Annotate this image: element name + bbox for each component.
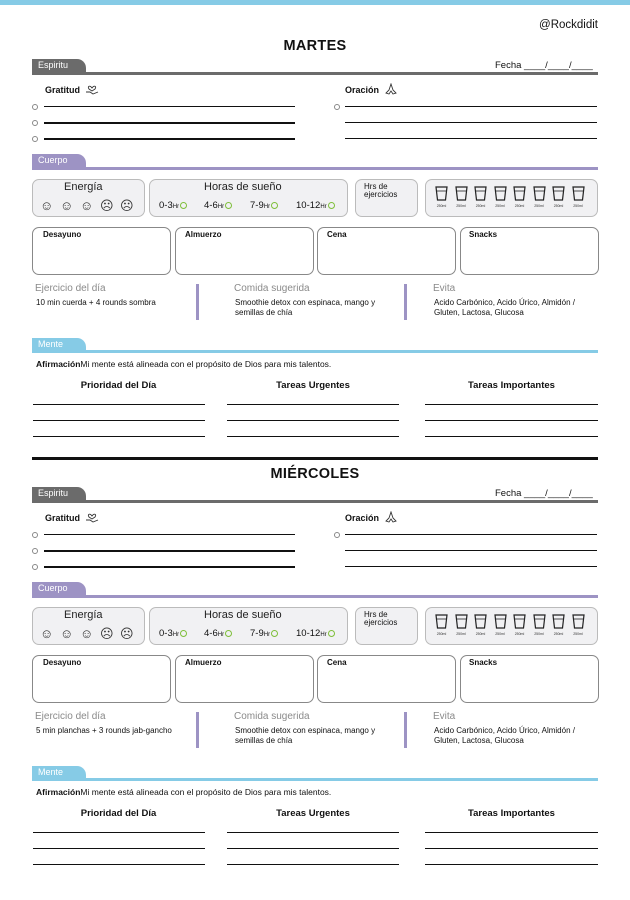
date-field[interactable]: Fecha ____/____/____ xyxy=(495,60,593,71)
heart-hand-icon xyxy=(85,511,99,523)
praying-hands-icon xyxy=(384,511,398,523)
water-glass-icon[interactable] xyxy=(435,186,448,201)
face-icon[interactable]: ☺ xyxy=(40,626,54,641)
face-icon[interactable]: ☺ xyxy=(80,626,94,641)
water-glass-icon[interactable] xyxy=(552,186,565,201)
sleep-radio[interactable] xyxy=(180,630,187,637)
sleep-radio[interactable] xyxy=(271,630,278,637)
desayuno-label: Desayuno xyxy=(43,230,82,239)
sleep-option-7-9[interactable]: 7-9Hr xyxy=(250,200,278,211)
urgent-line[interactable] xyxy=(227,864,399,865)
important-line[interactable] xyxy=(425,404,598,405)
comida-title: Comida sugerida xyxy=(234,283,310,294)
importantes-title: Tareas Importantes xyxy=(468,380,555,391)
water-glass-label: 250ml xyxy=(534,632,544,636)
evita-text: Acido Carbónico, Acido Úrico, Almidón / Gluten, Lactosa, Glucosa xyxy=(434,298,575,317)
oracion-label: Oración xyxy=(345,511,398,523)
bullet xyxy=(334,532,340,538)
date-field[interactable]: Fecha ____/____/____ xyxy=(495,488,593,499)
day-title: MARTES xyxy=(283,38,347,54)
oracion-line-1[interactable] xyxy=(345,534,597,535)
gratitud-line-3[interactable] xyxy=(44,138,295,140)
day-title: MIÉRCOLES xyxy=(270,466,360,482)
water-glass-icon[interactable] xyxy=(455,614,468,629)
bullet xyxy=(32,564,38,570)
sleep-option-10-12[interactable]: 10-12Hr xyxy=(296,200,335,211)
section-rule xyxy=(32,778,598,781)
priority-line[interactable] xyxy=(33,404,205,405)
bullet xyxy=(334,104,340,110)
oracion-line-3[interactable] xyxy=(345,138,597,139)
author-handle: @Rockdidit xyxy=(539,19,598,31)
heart-hand-icon xyxy=(85,83,99,95)
comida-title: Comida sugerida xyxy=(234,711,310,722)
face-icon[interactable]: ☹ xyxy=(120,626,134,641)
water-glass-icon[interactable] xyxy=(533,186,546,201)
day-section-1 xyxy=(0,428,630,868)
priority-line[interactable] xyxy=(33,864,205,865)
urgentes-title: Tareas Urgentes xyxy=(276,808,350,819)
sleep-title: Horas de sueño xyxy=(204,181,282,193)
sleep-option-10-12[interactable]: 10-12Hr xyxy=(296,628,335,639)
water-glass-icon[interactable] xyxy=(572,186,585,201)
evita-text: Acido Carbónico, Acido Úrico, Almidón / Gluten, Lactosa, Glucosa xyxy=(434,726,575,745)
water-glass-label: 250ml xyxy=(553,204,564,208)
water-glass-label: 250ml xyxy=(573,632,583,636)
water-glass-label: 250ml xyxy=(475,632,486,636)
water-glass-icon[interactable] xyxy=(455,186,468,201)
oracion-label: Oración xyxy=(345,83,398,95)
oracion-line-1[interactable] xyxy=(345,106,597,107)
column-divider xyxy=(404,284,407,320)
water-glass-label: 250ml xyxy=(495,632,505,636)
gratitud-line-1[interactable] xyxy=(44,534,295,535)
priority-line[interactable] xyxy=(33,832,205,833)
water-glass-icon[interactable] xyxy=(552,614,565,629)
sleep-title: Horas de sueño xyxy=(204,609,282,621)
gratitud-line-2[interactable] xyxy=(44,550,295,552)
water-glass-icon[interactable] xyxy=(494,614,507,629)
gratitud-line-2[interactable] xyxy=(44,122,295,124)
gratitud-line-1[interactable] xyxy=(44,106,295,107)
bullet xyxy=(32,532,38,538)
water-glass-icon[interactable] xyxy=(533,614,546,629)
urgentes-title: Tareas Urgentes xyxy=(276,380,350,391)
water-glass-label: 250ml xyxy=(573,204,583,208)
bullet xyxy=(32,104,38,110)
ejercicio-text: 10 min cuerda + 4 rounds sombra xyxy=(36,298,156,307)
water-glass-label: 250ml xyxy=(514,204,525,208)
sleep-option-0-3[interactable]: 0-3Hr xyxy=(159,628,187,639)
section-rule xyxy=(32,72,598,75)
important-line[interactable] xyxy=(425,420,598,421)
section-tab-espiritu: Espiritu xyxy=(32,487,86,500)
water-glass-label: 250ml xyxy=(514,632,525,636)
affirmation: AfirmaciónMi mente está alineada con el propósito de Dios para mis talentos. xyxy=(36,787,332,797)
energy-title: Energía xyxy=(64,181,103,193)
comida-text: Smoothie detox con espinaca, mango y semillas de chía xyxy=(235,726,376,745)
oracion-line-3[interactable] xyxy=(345,566,597,567)
section-rule xyxy=(32,500,598,503)
face-icon[interactable]: ☺ xyxy=(80,198,94,213)
importantes-title: Tareas Importantes xyxy=(468,808,555,819)
water-glass-icon[interactable] xyxy=(474,614,487,629)
affirmation: AfirmaciónMi mente está alineada con el propósito de Dios para mis talentos. xyxy=(36,359,332,369)
sleep-radio[interactable] xyxy=(225,630,232,637)
section-rule xyxy=(32,595,598,598)
urgent-line[interactable] xyxy=(227,420,399,421)
snacks-label: Snacks xyxy=(469,230,498,239)
gratitud-label: Gratitud xyxy=(45,511,99,523)
face-icon[interactable]: ☺ xyxy=(40,198,54,213)
desayuno-label: Desayuno xyxy=(43,658,82,667)
ejercicio-title: Ejercicio del día xyxy=(35,283,106,294)
energy-title: Energía xyxy=(64,609,103,621)
priority-line[interactable] xyxy=(33,848,205,849)
praying-hands-icon xyxy=(384,83,398,95)
bullet xyxy=(32,136,38,142)
water-glass-icon[interactable] xyxy=(474,186,487,201)
exercise-hours-label: Hrs de ejercicios xyxy=(364,610,398,627)
section-tab-cuerpo: Cuerpo xyxy=(32,154,86,167)
urgent-line[interactable] xyxy=(227,848,399,849)
day-section-0 xyxy=(0,0,630,440)
sleep-radio[interactable] xyxy=(271,202,278,209)
water-glass-label: 250ml xyxy=(495,204,505,208)
water-glass-label: 250ml xyxy=(534,204,544,208)
oracion-line-2[interactable] xyxy=(345,122,597,123)
evita-title: Evita xyxy=(433,711,456,722)
sleep-radio[interactable] xyxy=(180,202,187,209)
comida-text: Smoothie detox con espinaca, mango y semillas de chía xyxy=(235,298,376,317)
water-glass-icon[interactable] xyxy=(435,614,448,629)
bullet xyxy=(32,548,38,554)
cena-label: Cena xyxy=(327,658,347,667)
gratitud-label: Gratitud xyxy=(45,83,99,95)
almuerzo-label: Almuerzo xyxy=(185,658,222,667)
water-glass-icon[interactable] xyxy=(513,186,526,201)
section-tab-mente: Mente xyxy=(32,766,86,779)
water-glass-icon[interactable] xyxy=(513,614,526,629)
water-glass-label: 250ml xyxy=(456,632,466,636)
exercise-hours-label: Hrs de ejercicios xyxy=(364,182,398,199)
face-icon[interactable]: ☹ xyxy=(100,626,114,641)
oracion-line-2[interactable] xyxy=(345,550,597,551)
face-icon[interactable]: ☺ xyxy=(60,626,74,641)
sleep-option-4-6[interactable]: 4-6Hr xyxy=(204,200,232,211)
bullet xyxy=(32,120,38,126)
sleep-radio[interactable] xyxy=(225,202,232,209)
face-icon[interactable]: ☹ xyxy=(120,198,134,213)
ejercicio-title: Ejercicio del día xyxy=(35,711,106,722)
ejercicio-text: 5 min planchas + 3 rounds jab-gancho xyxy=(36,726,172,735)
prioridad-title: Prioridad del Día xyxy=(80,380,157,391)
almuerzo-label: Almuerzo xyxy=(185,230,222,239)
water-glass-icon[interactable] xyxy=(572,614,585,629)
water-glass-label: 250ml xyxy=(553,632,564,636)
sleep-radio[interactable] xyxy=(328,202,335,209)
section-rule xyxy=(32,167,598,170)
face-icon[interactable]: ☺ xyxy=(60,198,74,213)
evita-title: Evita xyxy=(433,283,456,294)
day-separator xyxy=(32,457,598,460)
sleep-option-4-6[interactable]: 4-6Hr xyxy=(204,628,232,639)
column-divider xyxy=(196,712,199,748)
water-glass-icon[interactable] xyxy=(494,186,507,201)
column-divider xyxy=(404,712,407,748)
sleep-option-7-9[interactable]: 7-9Hr xyxy=(250,628,278,639)
face-icon[interactable]: ☹ xyxy=(100,198,114,213)
urgent-line[interactable] xyxy=(227,832,399,833)
water-glass-label: 250ml xyxy=(436,632,447,636)
prioridad-title: Prioridad del Día xyxy=(80,808,157,819)
priority-line[interactable] xyxy=(33,420,205,421)
important-line[interactable] xyxy=(425,848,598,849)
snacks-label: Snacks xyxy=(469,658,498,667)
section-tab-espiritu: Espiritu xyxy=(32,59,86,72)
sleep-radio[interactable] xyxy=(328,630,335,637)
column-divider xyxy=(196,284,199,320)
gratitud-line-3[interactable] xyxy=(44,566,295,568)
section-tab-cuerpo: Cuerpo xyxy=(32,582,86,595)
sleep-option-0-3[interactable]: 0-3Hr xyxy=(159,200,187,211)
cena-label: Cena xyxy=(327,230,347,239)
urgent-line[interactable] xyxy=(227,404,399,405)
important-line[interactable] xyxy=(425,832,598,833)
water-glass-label: 250ml xyxy=(475,204,486,208)
water-glass-label: 250ml xyxy=(456,204,466,208)
section-rule xyxy=(32,350,598,353)
section-tab-mente: Mente xyxy=(32,338,86,351)
water-glass-label: 250ml xyxy=(436,204,447,208)
important-line[interactable] xyxy=(425,864,598,865)
